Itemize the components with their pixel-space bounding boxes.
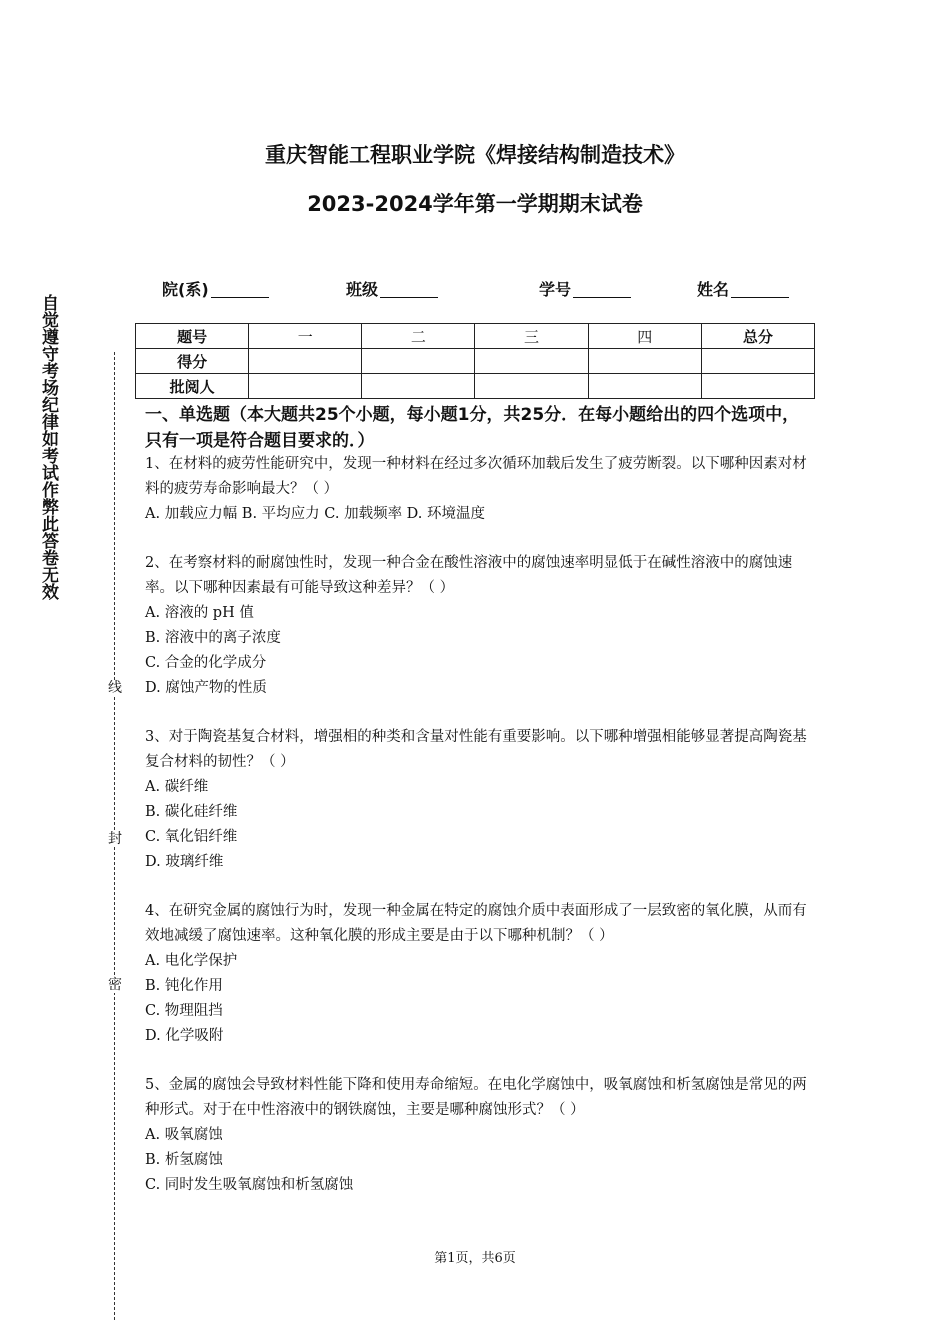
question-stem: 4、在研究金属的腐蚀行为时，发现一种金属在特定的腐蚀介质中表面形成了一层致密的氧化膜，从而有效地减缓了腐蚀速率。这种氧化膜的形成主要是由于以下哪种机制？（ ） [145,903,807,944]
score-col-header: 三 [475,324,588,349]
grader-cell[interactable] [475,374,588,399]
question-5 [145,1073,815,1198]
student-id-blank[interactable] [573,281,631,298]
secret-char: 密 [108,977,122,993]
name-field [697,277,789,300]
option-d[interactable]: D. 腐蚀产物的性质 [145,680,267,696]
option-a[interactable]: A. 电化学保护 [145,953,238,969]
page-number: 第1页，共6页 [434,1251,516,1266]
class-blank[interactable] [380,281,438,298]
question-options[interactable]: A. 加载应力幅 B. 平均应力 C. 加载频率 D. 环境温度 [145,506,486,522]
score-cell[interactable] [249,349,362,374]
score-col-header: 题号 [136,324,249,349]
option-b[interactable]: B. 钝化作用 [145,978,223,994]
score-table-header-row [136,324,815,349]
score-cell[interactable] [362,349,475,374]
exam-title-line1: 重庆智能工程职业学院《焊接结构制造技术》 [265,143,685,167]
section-heading: 一、单选题（本大题共25个小题，每小题1分，共25分．在每小题给出的四个选项中，只有一项是符合题目要求的．） [145,405,800,451]
score-row [136,349,815,374]
question-3 [145,725,815,875]
option-a[interactable]: A. 碳纤维 [145,779,209,795]
line-char: 线 [108,680,122,696]
question-list [145,452,815,1222]
option-c[interactable]: C. 物理阻挡 [145,1003,223,1019]
exam-title-line2: 2023-2024学年第一学期期末试卷 [307,192,643,216]
grader-cell[interactable] [362,374,475,399]
score-cell[interactable] [588,349,701,374]
discipline-warning: 自觉遵守考场纪律如考试作弊此答卷无效 [38,294,58,600]
grader-cell[interactable] [249,374,362,399]
score-table [135,323,815,399]
score-col-header: 一 [249,324,362,349]
grader-cell[interactable] [701,374,814,399]
option-b[interactable]: B. 溶液中的离子浓度 [145,630,281,646]
question-1 [145,452,815,527]
class-field [346,277,438,300]
option-c[interactable]: C. 合金的化学成分 [145,655,267,671]
grader-row [136,374,815,399]
student-id-field [539,277,631,300]
question-stem: 1、在材料的疲劳性能研究中，发现一种材料在经过多次循环加载后发生了疲劳断裂。以下哪种因素对材料的疲劳寿命影响最大？（ ） [145,456,807,497]
name-label: 姓名 [697,280,730,299]
score-cell[interactable] [701,349,814,374]
name-blank[interactable] [731,281,789,298]
score-col-header: 总分 [701,324,814,349]
question-stem: 3、对于陶瓷基复合材料，增强相的种类和含量对性能有重要影响。以下哪种增强相能够显著提高陶瓷基复合材料的韧性？（ ） [145,729,807,770]
score-row-label: 得分 [136,349,249,374]
option-a[interactable]: A. 溶液的 pH 值 [145,605,254,621]
question-stem: 2、在考察材料的耐腐蚀性时，发现一种合金在酸性溶液中的腐蚀速率明显低于在碱性溶液中的腐蚀速率。以下哪种因素最有可能导致这种差异？（ ） [145,555,793,596]
option-d[interactable]: D. 化学吸附 [145,1028,224,1044]
seal-char: 封 [108,831,122,847]
option-b[interactable]: B. 碳化硅纤维 [145,804,238,820]
option-b[interactable]: B. 析氢腐蚀 [145,1152,223,1168]
question-2 [145,551,815,701]
score-col-header: 四 [588,324,701,349]
student-id-label: 学号 [539,280,572,299]
option-c[interactable]: C. 氧化铝纤维 [145,829,238,845]
class-label: 班级 [346,280,379,299]
department-label: 院(系) [162,280,209,299]
department-field [162,277,269,300]
score-cell[interactable] [475,349,588,374]
option-d[interactable]: D. 玻璃纤维 [145,854,224,870]
question-stem: 5、金属的腐蚀会导致材料性能下降和使用寿命缩短。在电化学腐蚀中，吸氧腐蚀和析氢腐蚀是常见的两种形式。对于在中性溶液中的钢铁腐蚀，主要是哪种腐蚀形式？（ ） [145,1077,807,1118]
department-blank[interactable] [211,281,269,298]
option-c[interactable]: C. 同时发生吸氧腐蚀和析氢腐蚀 [145,1177,354,1193]
grader-cell[interactable] [588,374,701,399]
grader-row-label: 批阅人 [136,374,249,399]
option-a[interactable]: A. 吸氧腐蚀 [145,1127,223,1143]
score-col-header: 二 [362,324,475,349]
question-4 [145,899,815,1049]
